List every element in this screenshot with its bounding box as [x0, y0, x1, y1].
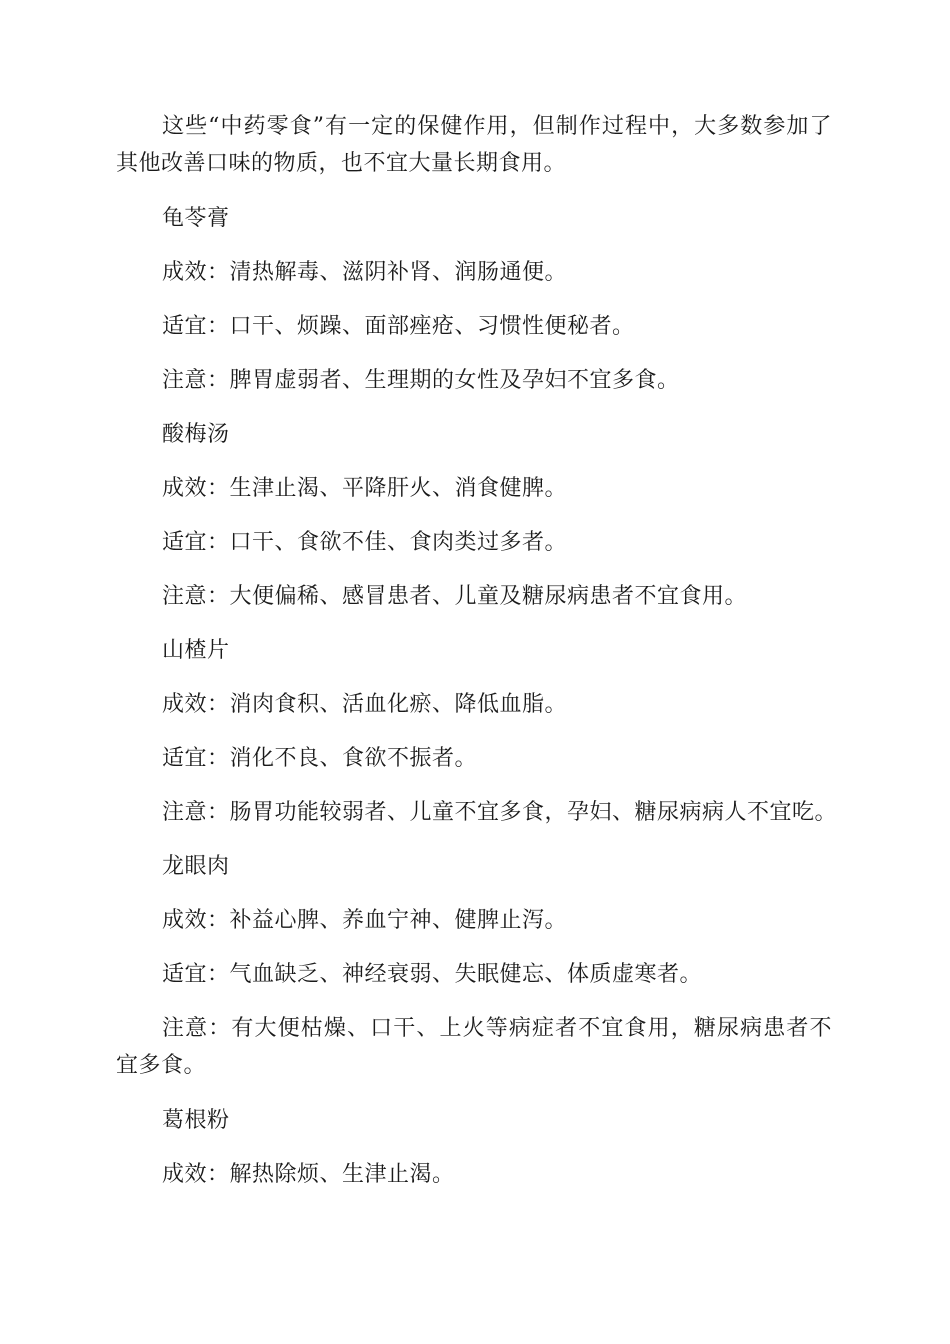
item-effect: 成效：消肉食积、活血化瘀、降低血脂。 — [162, 692, 568, 717]
item-title-gegenfen: 葛根粉 — [162, 1108, 230, 1133]
item-effect: 成效：解热除烦、生津止渴。 — [162, 1162, 455, 1187]
document-body — [116, 108, 838, 1210]
intro-paragraph: 这些“中药零食”有一定的保健作用，但制作过程中，大多数参加了其他改善口味的物质，也不宜大量长期食用。 — [116, 114, 832, 176]
item-caution: 注意：大便偏稀、感冒患者、儿童及糖尿病患者不宜食用。 — [162, 584, 748, 609]
item-effect: 成效：生津止渴、平降肝火、消食健脾。 — [162, 476, 568, 501]
item-effect: 成效：补益心脾、养血宁神、健脾止泻。 — [162, 908, 568, 933]
item-caution: 注意：脾胃虚弱者、生理期的女性及孕妇不宜多食。 — [162, 368, 680, 393]
item-title-guilinggao: 龟苓膏 — [162, 206, 230, 231]
item-caution: 注意：有大便枯燥、口干、上火等病症者不宜食用，糖尿病患者不宜多食。 — [116, 1016, 832, 1078]
item-suitable: 适宜：气血缺乏、神经衰弱、失眠健忘、体质虚寒者。 — [162, 962, 703, 987]
item-title-longyanrou: 龙眼肉 — [162, 854, 230, 879]
item-title-suanmeitang: 酸梅汤 — [162, 422, 230, 447]
item-title-shanzhapian: 山楂片 — [162, 638, 230, 663]
item-suitable: 适宜：口干、食欲不佳、食肉类过多者。 — [162, 530, 568, 555]
item-caution: 注意：肠胃功能较弱者、儿童不宜多食，孕妇、糖尿病病人不宜吃。 — [162, 800, 838, 825]
item-effect: 成效：清热解毒、滋阴补肾、润肠通便。 — [162, 260, 568, 285]
item-suitable: 适宜：口干、烦躁、面部痤疮、习惯性便秘者。 — [162, 314, 635, 339]
item-suitable: 适宜：消化不良、食欲不振者。 — [162, 746, 478, 771]
